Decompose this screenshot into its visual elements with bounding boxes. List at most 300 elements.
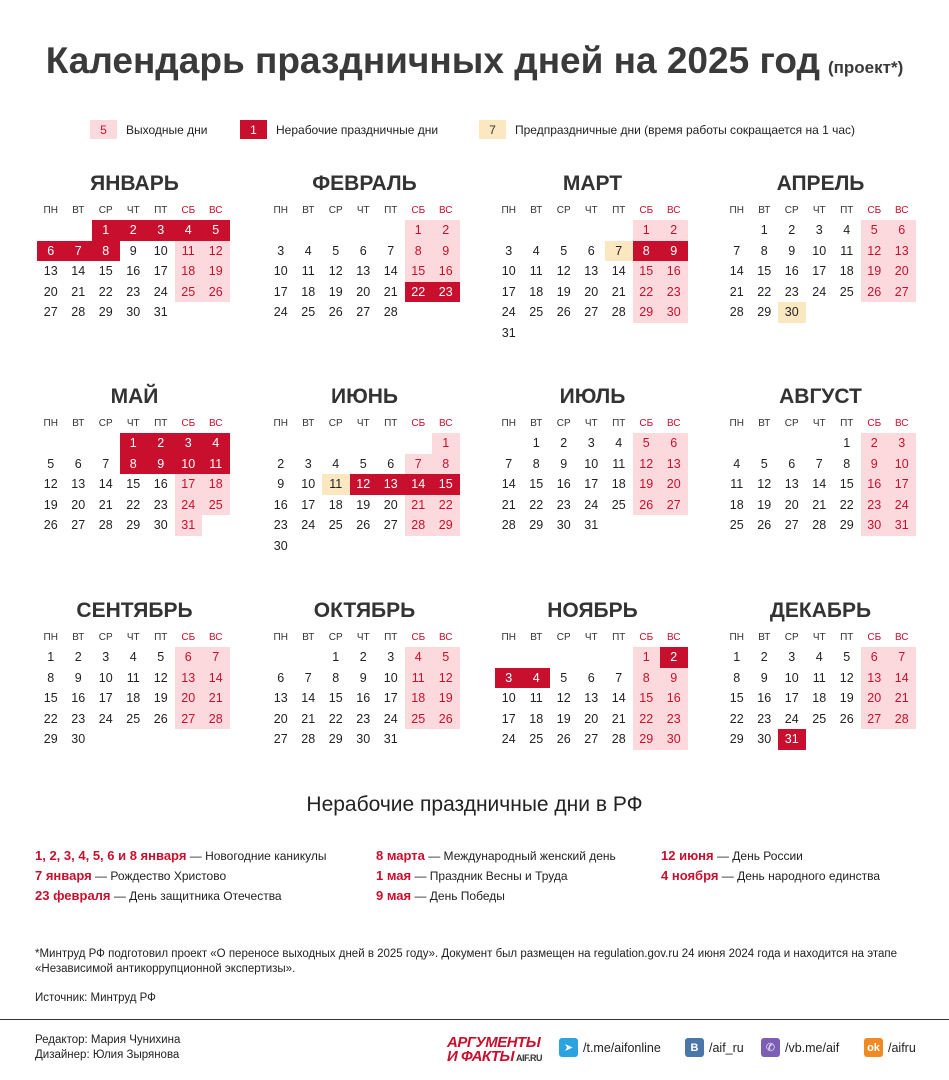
day-cell: 28 (729, 305, 744, 320)
holiday-item (376, 866, 616, 886)
day-cell: 10 (501, 691, 516, 706)
day-cell: 23 (126, 284, 141, 299)
day-cell: 23 (784, 284, 799, 299)
empty-cell (405, 433, 433, 454)
day-cell: 5 (157, 650, 165, 665)
day-cell: 25 (529, 305, 544, 320)
legend-holiday (240, 120, 438, 139)
day-cell: 8 (633, 241, 661, 262)
month-name: МАРТ (562, 172, 623, 195)
day-cell: 25 (175, 282, 203, 303)
day-cell: 3 (815, 223, 823, 238)
day-cell: 1 (633, 647, 661, 668)
holiday-date: 23 февраля (35, 888, 111, 903)
day-cell: 14 (71, 264, 86, 279)
day-cell: 24 (98, 711, 113, 726)
empty-cell (377, 433, 405, 454)
day-cell: 29 (633, 302, 661, 323)
day-cell: 1 (92, 220, 120, 241)
weekday-label: СБ (181, 631, 196, 643)
weekday-label: СБ (639, 631, 654, 643)
day-cell: 22 (98, 284, 113, 299)
day-cell: 18 (529, 711, 544, 726)
holiday-desc: — День Победы (411, 889, 505, 903)
day-cell: 24 (153, 284, 168, 299)
empty-cell (295, 647, 323, 668)
day-cell: 30 (126, 305, 141, 320)
holiday-desc: — Международный женский день (424, 849, 616, 863)
day-cell: 26 (757, 518, 772, 533)
day-cell: 19 (356, 497, 371, 512)
day-cell: 2 (120, 220, 148, 241)
weekday-header (495, 415, 690, 431)
day-cell: 2 (660, 220, 688, 241)
month-7 (495, 383, 690, 536)
day-cell: 20 (356, 284, 371, 299)
weekday-label: ВС (438, 204, 453, 216)
weekday-label: СР (98, 417, 113, 429)
empty-cell (350, 433, 378, 454)
weekday-label: ЧТ (812, 204, 826, 216)
day-cell: 5 (359, 456, 367, 471)
day-cell: 9 (129, 243, 137, 258)
day-cell: 27 (175, 709, 203, 730)
day-cell: 1 (733, 650, 741, 665)
day-cell: 31 (501, 325, 516, 340)
empty-cell (92, 433, 120, 454)
holiday-desc: — День защитника Отечества (110, 889, 282, 903)
day-cell: 18 (405, 688, 433, 709)
holiday-date: 1, 2, 3, 4, 5, 6 и 8 января (35, 848, 187, 863)
day-cell: 30 (778, 302, 806, 323)
day-cell: 3 (277, 243, 285, 258)
day-cell: 21 (71, 284, 86, 299)
weekday-header (267, 202, 462, 218)
logo-site: AIF.RU (516, 1053, 542, 1063)
holiday-desc: — День народного единства (718, 869, 881, 883)
holiday-item (35, 866, 326, 886)
day-cell: 28 (812, 518, 827, 533)
empty-cell (65, 220, 93, 241)
day-cell: 14 (888, 668, 916, 689)
month-6 (267, 383, 462, 556)
day-cell: 11 (840, 243, 854, 258)
day-grid (495, 433, 690, 536)
day-cell: 15 (43, 691, 58, 706)
day-cell: 10 (383, 670, 398, 685)
day-grid (37, 433, 232, 536)
weekday-label: ПН (43, 204, 58, 216)
day-cell: 29 (839, 518, 854, 533)
weekday-label: ПТ (154, 204, 168, 216)
day-cell: 19 (861, 261, 889, 282)
day-cell: 29 (432, 515, 460, 536)
day-cell: 4 (843, 223, 851, 238)
empty-cell (495, 647, 523, 668)
day-cell: 24 (501, 732, 516, 747)
day-cell: 16 (757, 691, 772, 706)
holiday-date: 1 мая (376, 868, 412, 883)
day-cell: 23 (861, 495, 889, 516)
day-cell: 1 (47, 650, 55, 665)
day-cell: 17 (175, 474, 203, 495)
day-cell: 20 (660, 474, 688, 495)
day-grid (37, 220, 232, 323)
weekday-label: ВТ (72, 417, 85, 429)
day-cell: 25 (611, 497, 626, 512)
day-cell: 12 (556, 691, 571, 706)
day-cell: 13 (861, 668, 889, 689)
day-cell: 22 (729, 711, 744, 726)
weekday-label: ПН (501, 204, 516, 216)
month-name: ФЕВРАЛЬ (312, 172, 417, 195)
weekday-label: ВТ (302, 417, 315, 429)
day-cell: 5 (760, 456, 768, 471)
weekday-label: СР (98, 631, 113, 643)
social-viber[interactable] (761, 1038, 839, 1057)
vk-icon: B (685, 1038, 704, 1057)
day-cell: 18 (126, 691, 141, 706)
day-cell: 29 (126, 518, 141, 533)
day-cell: 6 (587, 670, 595, 685)
day-cell: 10 (98, 670, 113, 685)
day-cell: 24 (175, 495, 203, 516)
day-cell: 15 (757, 264, 772, 279)
day-cell: 29 (633, 729, 661, 750)
day-cell: 28 (202, 709, 230, 730)
day-cell: 13 (660, 454, 688, 475)
day-cell: 8 (120, 454, 148, 475)
day-cell: 11 (812, 670, 826, 685)
day-cell: 25 (529, 732, 544, 747)
credits (35, 1033, 180, 1063)
social-ok-label: /aifru (888, 1040, 916, 1055)
day-cell: 14 (383, 264, 398, 279)
weekday-header (723, 202, 918, 218)
weekday-label: ЧТ (812, 417, 826, 429)
day-cell: 18 (328, 497, 343, 512)
day-cell: 12 (757, 477, 772, 492)
weekday-label: СР (556, 631, 571, 643)
weekday-label: СБ (181, 417, 196, 429)
day-cell: 10 (273, 264, 288, 279)
day-cell: 15 (432, 474, 460, 495)
weekday-label: СР (98, 204, 113, 216)
day-cell: 31 (778, 729, 806, 750)
day-cell: 21 (301, 711, 316, 726)
weekday-label: ЧТ (812, 631, 826, 643)
empty-cell (377, 220, 405, 241)
weekday-label: ВТ (302, 204, 315, 216)
empty-cell (523, 220, 551, 241)
weekday-label: ПН (43, 417, 58, 429)
holiday-date: 7 января (35, 868, 92, 883)
day-cell: 11 (405, 668, 433, 689)
day-cell: 27 (584, 305, 599, 320)
day-grid (267, 647, 462, 750)
day-cell: 6 (359, 243, 367, 258)
day-cell: 14 (405, 474, 433, 495)
day-cell: 30 (757, 732, 772, 747)
day-cell: 16 (356, 691, 371, 706)
day-cell: 27 (888, 282, 916, 303)
legend-holiday-swatch: 1 (240, 120, 267, 139)
month-name: ЯНВАРЬ (90, 172, 179, 195)
day-cell: 2 (861, 433, 889, 454)
holiday-item (376, 886, 616, 906)
day-cell: 26 (556, 732, 571, 747)
aif-logo[interactable] (447, 1036, 547, 1066)
day-cell: 28 (383, 305, 398, 320)
weekday-label: ВТ (530, 631, 543, 643)
weekday-label: ВТ (530, 417, 543, 429)
social-ok[interactable] (864, 1038, 916, 1057)
month-2 (267, 170, 462, 323)
day-cell: 3 (495, 668, 523, 689)
day-cell: 6 (74, 456, 82, 471)
day-cell: 30 (556, 518, 571, 533)
day-cell: 12 (328, 264, 343, 279)
month-name: НОЯБРЬ (547, 599, 638, 622)
day-cell: 1 (120, 433, 148, 454)
day-cell: 30 (356, 732, 371, 747)
day-cell: 11 (529, 691, 543, 706)
day-cell: 3 (102, 650, 110, 665)
day-cell: 22 (839, 497, 854, 512)
day-cell: 27 (356, 305, 371, 320)
day-cell: 21 (611, 284, 626, 299)
weekday-label: СР (784, 631, 799, 643)
day-cell: 18 (301, 284, 316, 299)
day-cell: 27 (660, 495, 688, 516)
weekday-label: ВС (894, 204, 909, 216)
day-cell: 27 (861, 709, 889, 730)
weekday-header (37, 415, 232, 431)
holiday-desc: — День России (713, 849, 803, 863)
day-cell: 15 (98, 264, 113, 279)
day-cell: 7 (505, 456, 513, 471)
day-cell: 17 (501, 711, 516, 726)
day-cell: 10 (501, 264, 516, 279)
day-cell: 18 (175, 261, 203, 282)
day-cell: 25 (405, 709, 433, 730)
telegram-icon: ➤ (559, 1038, 578, 1057)
day-cell: 15 (126, 477, 141, 492)
day-cell: 19 (202, 261, 230, 282)
day-cell: 6 (37, 241, 65, 262)
day-cell: 22 (405, 282, 433, 303)
day-cell: 22 (633, 282, 661, 303)
day-cell: 4 (129, 650, 137, 665)
day-cell: 12 (432, 668, 460, 689)
holidays-title: Нерабочие праздничные дни в РФ (306, 793, 643, 816)
day-cell: 24 (273, 305, 288, 320)
day-cell: 16 (784, 264, 799, 279)
day-cell: 25 (328, 518, 343, 533)
weekday-label: ПТ (384, 417, 398, 429)
ok-icon: ok (864, 1038, 883, 1057)
day-cell: 22 (43, 711, 58, 726)
holiday-item (661, 866, 880, 886)
day-cell: 3 (175, 433, 203, 454)
day-cell: 17 (584, 477, 599, 492)
month-name: ИЮНЬ (330, 385, 398, 408)
day-cell: 29 (529, 518, 544, 533)
day-cell: 13 (43, 264, 58, 279)
day-cell: 11 (175, 241, 203, 262)
day-cell: 20 (584, 711, 599, 726)
day-cell: 26 (43, 518, 58, 533)
weekday-label: ПТ (840, 417, 854, 429)
day-cell: 18 (611, 477, 626, 492)
day-cell: 7 (733, 243, 741, 258)
month-4 (723, 170, 918, 323)
weekday-label: СБ (867, 417, 882, 429)
day-cell: 2 (74, 650, 82, 665)
holiday-item (376, 846, 616, 866)
day-cell: 17 (301, 497, 316, 512)
day-cell: 19 (432, 688, 460, 709)
legend (0, 120, 949, 140)
day-cell: 17 (501, 284, 516, 299)
day-cell: 9 (147, 454, 175, 475)
day-cell: 20 (888, 261, 916, 282)
day-cell: 9 (861, 454, 889, 475)
day-cell: 6 (660, 433, 688, 454)
weekday-label: СБ (639, 204, 654, 216)
month-1 (37, 170, 232, 323)
day-cell: 17 (888, 474, 916, 495)
day-cell: 29 (729, 732, 744, 747)
day-cell: 14 (812, 477, 827, 492)
day-cell: 30 (71, 732, 86, 747)
title-note: (проект*) (827, 58, 904, 77)
weekday-label: ПТ (612, 631, 626, 643)
editor-credit: Редактор: Мария Чунихина (35, 1034, 181, 1046)
month-name: АПРЕЛЬ (776, 172, 865, 195)
weekday-label: ПН (729, 417, 744, 429)
social-vk[interactable] (685, 1038, 744, 1057)
day-cell: 4 (304, 243, 312, 258)
weekday-label: ПТ (612, 204, 626, 216)
day-cell: 4 (175, 220, 203, 241)
day-cell: 20 (861, 688, 889, 709)
social-telegram[interactable] (559, 1038, 661, 1057)
empty-cell (37, 220, 65, 241)
day-cell: 12 (861, 241, 889, 262)
social-vk-label: /aif_ru (709, 1040, 744, 1055)
day-cell: 21 (98, 497, 113, 512)
day-cell: 19 (633, 474, 661, 495)
weekday-header (267, 415, 462, 431)
day-cell: 18 (202, 474, 230, 495)
day-cell: 28 (611, 732, 626, 747)
month-name: ОКТЯБРЬ (313, 599, 416, 622)
weekday-header (37, 629, 232, 645)
day-cell: 6 (387, 456, 395, 471)
day-grid (267, 220, 462, 323)
day-cell: 16 (861, 474, 889, 495)
day-cell: 31 (153, 305, 168, 320)
day-cell: 3 (505, 243, 513, 258)
weekday-label: ПТ (840, 631, 854, 643)
day-cell: 11 (612, 456, 626, 471)
day-cell: 7 (405, 454, 433, 475)
weekday-label: ВТ (758, 417, 771, 429)
day-cell: 16 (660, 688, 688, 709)
empty-cell (322, 220, 350, 241)
day-cell: 22 (328, 711, 343, 726)
day-cell: 12 (633, 454, 661, 475)
day-cell: 1 (405, 220, 433, 241)
weekday-label: ЧТ (584, 204, 598, 216)
day-cell: 27 (43, 305, 58, 320)
day-cell: 4 (532, 243, 540, 258)
day-cell: 9 (660, 668, 688, 689)
weekday-label: СБ (181, 204, 196, 216)
weekday-label: СБ (411, 417, 426, 429)
day-cell: 3 (387, 650, 395, 665)
day-cell: 17 (273, 284, 288, 299)
day-cell: 26 (153, 711, 168, 726)
empty-cell (605, 220, 633, 241)
day-cell: 4 (733, 456, 741, 471)
weekday-label: ВС (894, 631, 909, 643)
weekday-label: ВС (438, 631, 453, 643)
day-cell: 16 (153, 477, 168, 492)
day-cell: 9 (359, 670, 367, 685)
weekday-label: ПТ (840, 204, 854, 216)
day-cell: 28 (888, 709, 916, 730)
legend-weekend (90, 120, 208, 139)
day-cell: 23 (556, 497, 571, 512)
day-grid (495, 220, 690, 343)
day-cell: 5 (560, 670, 568, 685)
day-cell: 21 (202, 688, 230, 709)
day-grid (267, 433, 462, 556)
weekday-label: ПТ (154, 417, 168, 429)
day-cell: 12 (153, 670, 168, 685)
day-cell: 18 (812, 691, 827, 706)
day-cell: 7 (102, 456, 110, 471)
day-cell: 5 (560, 243, 568, 258)
day-cell: 17 (812, 264, 827, 279)
holidays-column (661, 846, 880, 886)
day-cell: 5 (432, 647, 460, 668)
footnote: *Минтруд РФ подготовил проект «О переносе выходных дней в 2025 году». Документ был размещен на regulation.gov.ru 24 июня 2024 года и находится на этапе «Независимой антикоррупционной экспертизы». (35, 948, 898, 975)
day-cell: 8 (760, 243, 768, 258)
day-cell: 2 (277, 456, 285, 471)
day-cell: 19 (153, 691, 168, 706)
day-cell: 17 (153, 264, 168, 279)
day-cell: 5 (332, 243, 340, 258)
weekday-header (495, 629, 690, 645)
weekday-header (723, 415, 918, 431)
day-cell: 20 (43, 284, 58, 299)
day-cell: 30 (273, 538, 288, 553)
page-title (0, 40, 949, 82)
day-cell: 21 (501, 497, 516, 512)
day-cell: 24 (383, 711, 398, 726)
day-cell: 3 (147, 220, 175, 241)
day-cell: 1 (843, 436, 851, 451)
day-cell: 17 (383, 691, 398, 706)
day-cell: 3 (304, 456, 312, 471)
empty-cell (267, 433, 295, 454)
weekday-label: ЧТ (126, 417, 140, 429)
holiday-item (35, 886, 326, 906)
day-cell: 5 (843, 650, 851, 665)
